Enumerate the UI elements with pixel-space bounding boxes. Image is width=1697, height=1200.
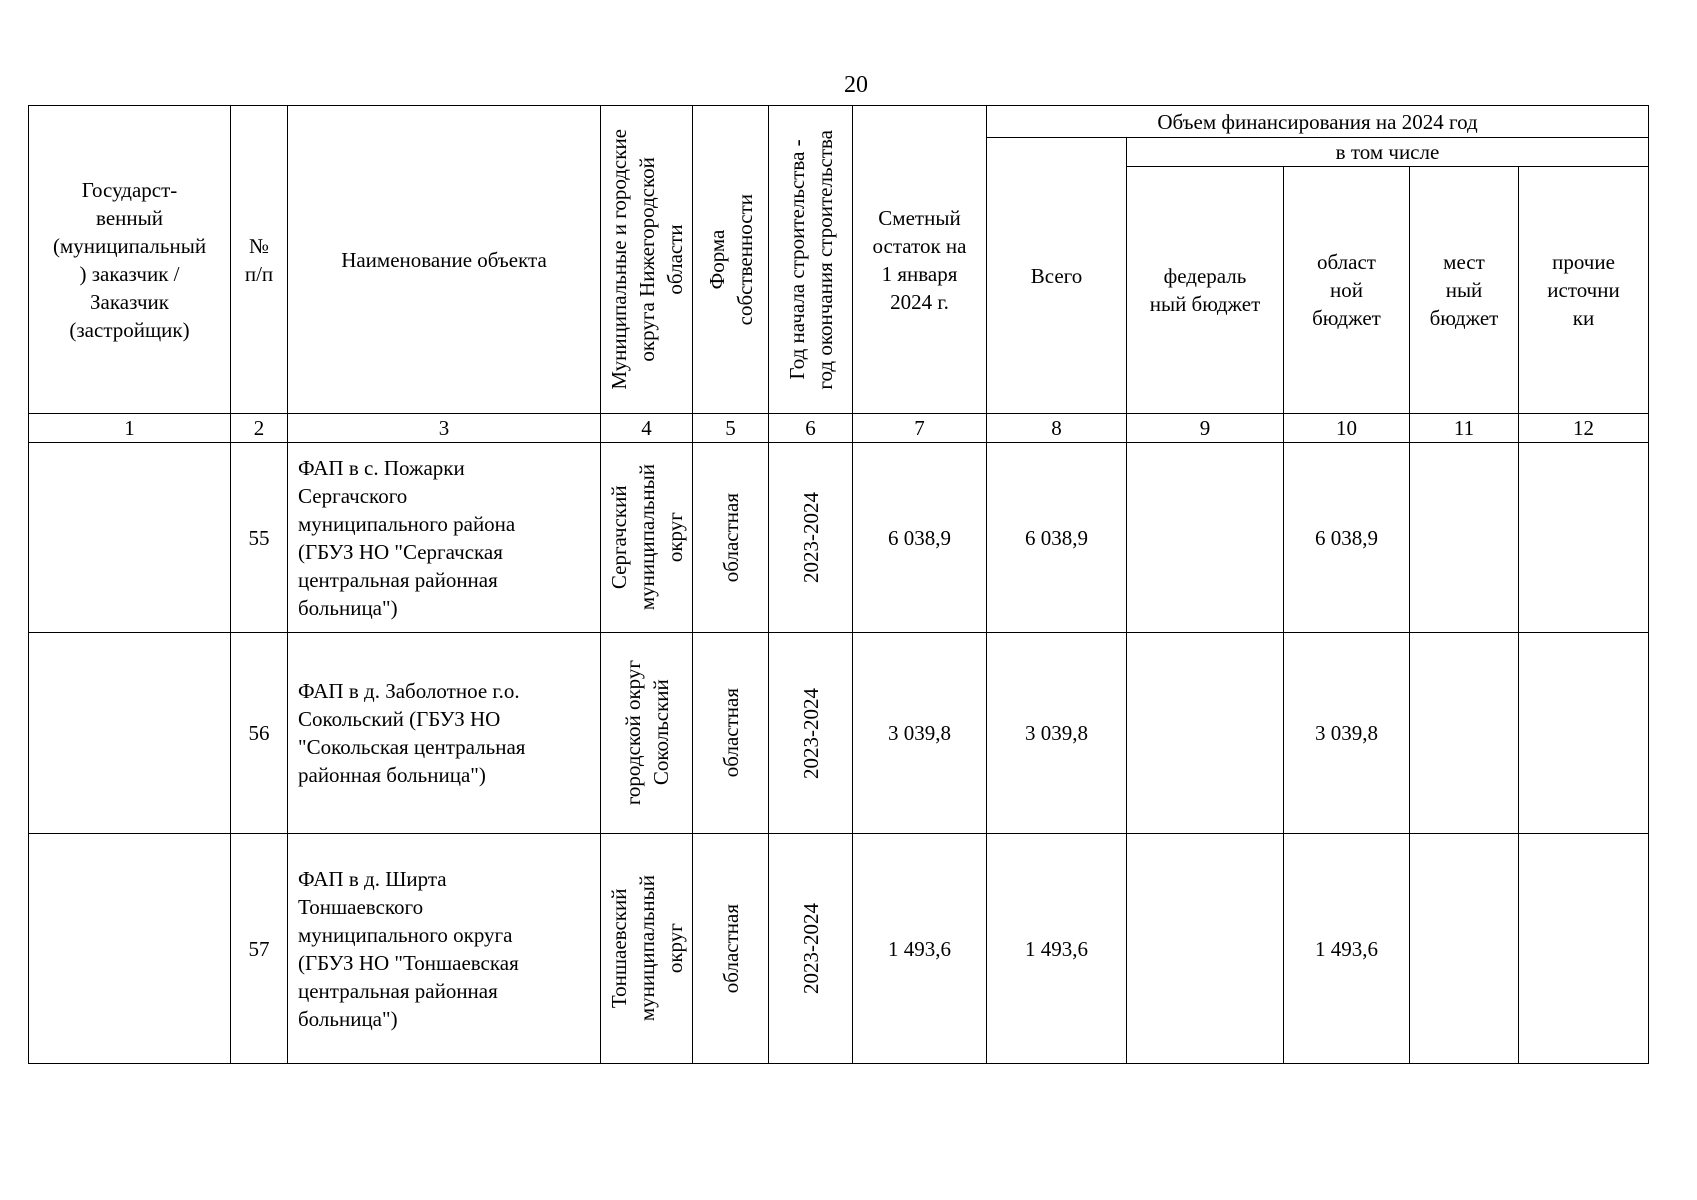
header-including: в том числе: [1127, 138, 1649, 167]
cell-total: 6 038,9: [987, 443, 1127, 633]
cell-estimate: 3 039,8: [853, 633, 987, 834]
header-customer: Государст- венный (муниципальный ) заказчик / Заказчик (застройщик): [29, 106, 231, 414]
cell-ownership-text: областная: [718, 903, 743, 994]
cell-total: 1 493,6: [987, 834, 1127, 1064]
column-number: 6: [769, 414, 853, 443]
cell-object-name: ФАП в д. Ширта Тоншаевского муниципального округа (ГБУЗ НО "Тоншаевская центральная районная больница"): [288, 834, 601, 1064]
cell-estimate: 6 038,9: [853, 443, 987, 633]
header-object-name: Наименование объекта: [288, 106, 601, 414]
column-number: 7: [853, 414, 987, 443]
table-row: [29, 834, 1649, 1064]
cell-local: [1410, 443, 1519, 633]
cell-years-text: 2023-2024: [798, 903, 823, 994]
column-number: 1: [29, 414, 231, 443]
header-row-1: [29, 106, 1649, 138]
header-years: [769, 106, 853, 414]
cell-ownership-text: областная: [718, 688, 743, 778]
cell-district-text: Тоншаевский муниципальный округ: [606, 875, 687, 1022]
header-federal: федераль ный бюджет: [1127, 167, 1284, 414]
cell-customer: [29, 443, 231, 633]
cell-number: 57: [231, 834, 288, 1064]
cell-years-text: 2023-2024: [798, 492, 823, 583]
cell-ownership: [693, 443, 769, 633]
cell-district: [601, 834, 693, 1064]
cell-customer: [29, 633, 231, 834]
header-ownership: [693, 106, 769, 414]
cell-number: 55: [231, 443, 288, 633]
header-districts-text: Муниципальные и городские округа Нижегородской области: [606, 129, 687, 390]
cell-local: [1410, 633, 1519, 834]
cell-ownership: [693, 633, 769, 834]
column-number: 4: [601, 414, 693, 443]
cell-other: [1519, 633, 1649, 834]
cell-regional: 3 039,8: [1284, 633, 1410, 834]
header-funding: Объем финансирования на 2024 год: [987, 106, 1649, 138]
cell-district: [601, 443, 693, 633]
column-number: 9: [1127, 414, 1284, 443]
page-number: 20: [844, 72, 868, 98]
cell-years-text: 2023-2024: [798, 687, 823, 779]
column-number: 5: [693, 414, 769, 443]
header-regional: област ной бюджет: [1284, 167, 1410, 414]
header-other: прочие источни ки: [1519, 167, 1649, 414]
header-number: № п/п: [231, 106, 288, 414]
cell-years: [769, 443, 853, 633]
column-number: 2: [231, 414, 288, 443]
cell-years: [769, 633, 853, 834]
header-local: мест ный бюджет: [1410, 167, 1519, 414]
header-total: Всего: [987, 138, 1127, 414]
column-number: 12: [1519, 414, 1649, 443]
cell-number: 56: [231, 633, 288, 834]
cell-federal: [1127, 633, 1284, 834]
header-districts: [601, 106, 693, 414]
column-number: 11: [1410, 414, 1519, 443]
cell-object-name: ФАП в д. Заболотное г.о. Сокольский (ГБУЗ НО "Сокольская центральная районная больница"): [288, 633, 601, 834]
cell-federal: [1127, 834, 1284, 1064]
cell-district-text: городской округ Сокольский: [620, 660, 673, 806]
financing-table: [28, 105, 1649, 1064]
cell-regional: 1 493,6: [1284, 834, 1410, 1064]
header-years-text: Год начала строительства - год окончания строительства: [784, 129, 837, 390]
cell-total: 3 039,8: [987, 633, 1127, 834]
cell-federal: [1127, 443, 1284, 633]
table-row: [29, 443, 1649, 633]
table-row: [29, 633, 1649, 834]
header-estimate: Сметный остаток на 1 января 2024 г.: [853, 106, 987, 414]
column-number-row: [29, 414, 1649, 443]
column-number: 8: [987, 414, 1127, 443]
header-ownership-text: Форма собственности: [704, 193, 757, 326]
cell-object-name: ФАП в с. Пожарки Сергачского муниципального района (ГБУЗ НО "Сергачская центральная районная больница"): [288, 443, 601, 633]
column-number: 10: [1284, 414, 1410, 443]
cell-ownership: [693, 834, 769, 1064]
cell-customer: [29, 834, 231, 1064]
cell-ownership-text: областная: [718, 492, 743, 583]
cell-other: [1519, 443, 1649, 633]
cell-other: [1519, 834, 1649, 1064]
cell-local: [1410, 834, 1519, 1064]
cell-district: [601, 633, 693, 834]
cell-years: [769, 834, 853, 1064]
cell-district-text: Сергачский муниципальный округ: [606, 464, 687, 611]
column-number: 3: [288, 414, 601, 443]
cell-estimate: 1 493,6: [853, 834, 987, 1064]
cell-regional: 6 038,9: [1284, 443, 1410, 633]
